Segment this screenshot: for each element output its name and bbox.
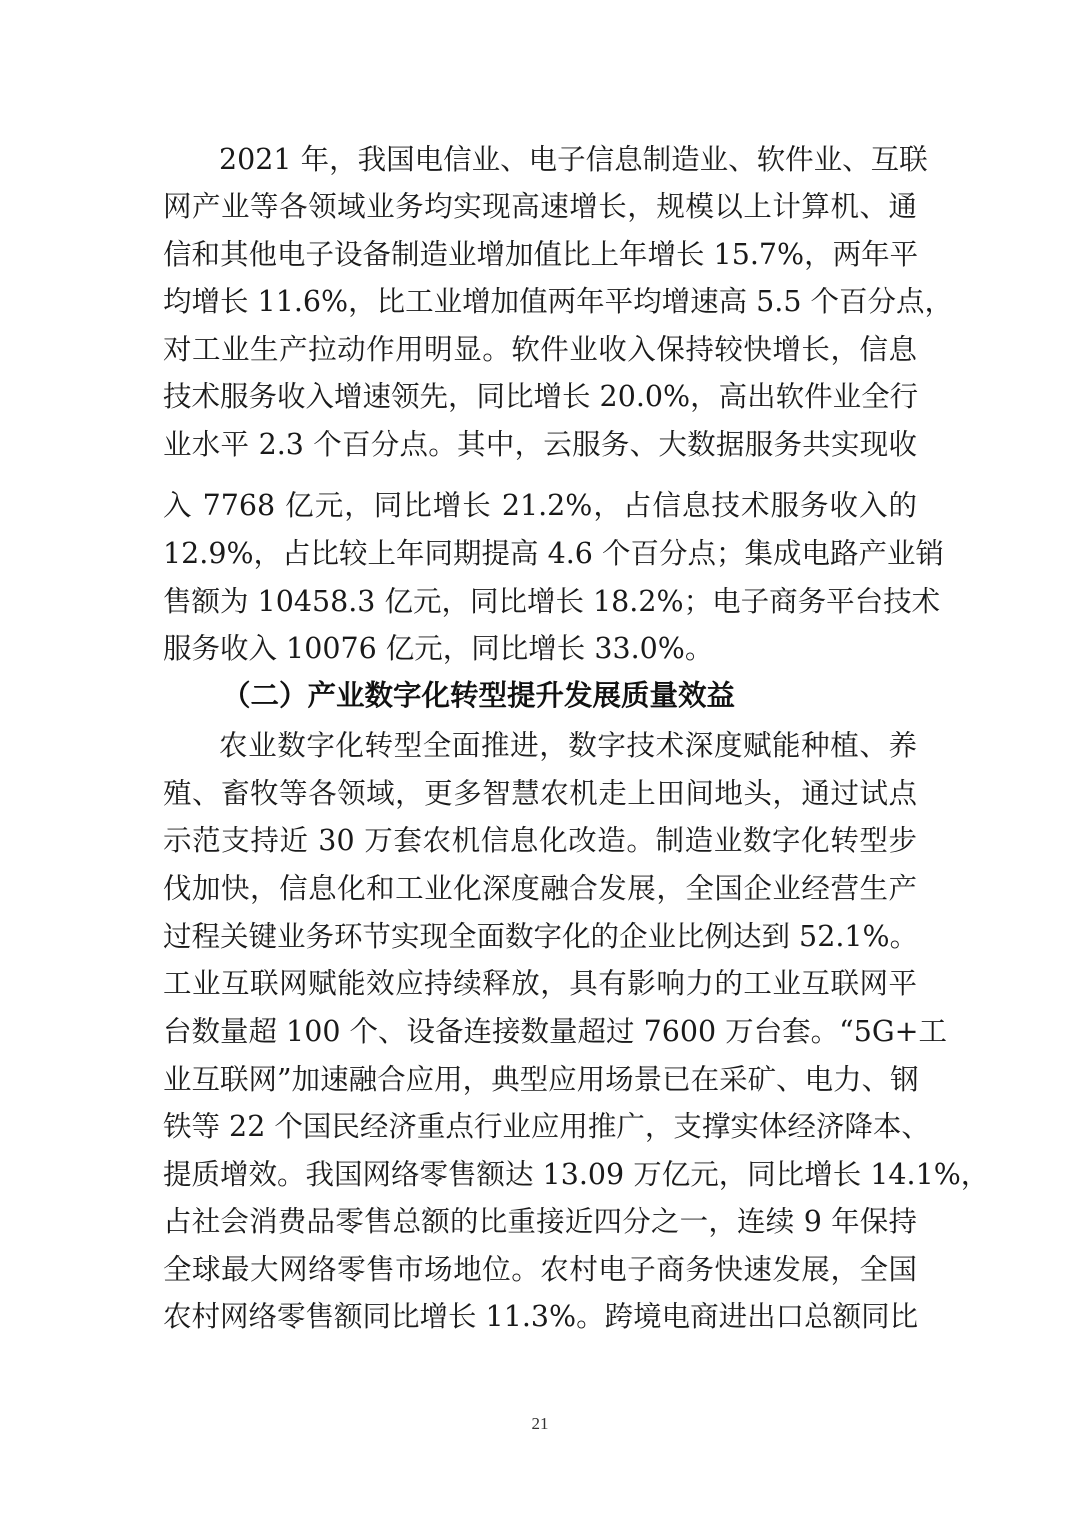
paragraph-line: 示范支持近 30 万套农机信息化改造。制造业数字化转型步: [163, 824, 917, 857]
paragraph-line: 12.9%，占比较上年同期提高 4.6 个百分点；集成电路产业销: [163, 537, 944, 570]
paragraph-line: 均增长 11.6%，比工业增加值两年平均增速高 5.5 个百分点，: [163, 285, 954, 318]
paragraph-line: 农业数字化转型全面推进，数字技术深度赋能种植、养: [219, 729, 917, 762]
paragraph-line: 伐加快，信息化和工业化深度融合发展，全国企业经营生产: [163, 872, 917, 905]
paragraph-line: 入 7768 亿元，同比增长 21.2%，占信息技术服务收入的: [163, 489, 917, 522]
paragraph-line: 全球最大网络零售市场地位。农村电子商务快速发展，全国: [163, 1253, 917, 1286]
paragraph-line: 售额为 10458.3 亿元，同比增长 18.2%；电子商务平台技术: [163, 585, 941, 618]
paragraph-line: 对工业生产拉动作用明显。软件业收入保持较快增长，信息: [163, 333, 917, 366]
section-heading: （二）产业数字化转型提升发展质量效益: [222, 679, 736, 712]
paragraph-line: 业水平 2.3 个百分点。其中，云服务、大数据服务共实现收: [163, 428, 917, 461]
paragraph-line: 提质增效。我国网络零售额达 13.09 万亿元，同比增长 14.1%，: [163, 1158, 990, 1191]
paragraph-line: 信和其他电子设备制造业增加值比上年增长 15.7%，两年平: [163, 238, 919, 271]
paragraph-line: 业互联网”加速融合应用，典型应用场景已在采矿、电力、钢: [163, 1063, 919, 1096]
paragraph-line: 2021 年，我国电信业、电子信息制造业、软件业、互联: [219, 143, 928, 176]
paragraph-line: 铁等 22 个国民经济重点行业应用推广，支撑实体经济降本、: [163, 1110, 930, 1143]
page-number: 21: [531, 1414, 549, 1433]
paragraph-line: 台数量超 100 个、设备连接数量超过 7600 万台套。“5G+工: [163, 1015, 948, 1048]
paragraph-line: 网产业等各领域业务均实现高速增长，规模以上计算机、通: [163, 190, 917, 223]
paragraph-line: 农村网络零售额同比增长 11.3%。跨境电商进出口总额同比: [163, 1300, 919, 1333]
paragraph-line: 过程关键业务环节实现全面数字化的企业比例达到 52.1%。: [163, 920, 919, 953]
paragraph-line: 服务收入 10076 亿元，同比增长 33.0%。: [163, 632, 714, 665]
paragraph-line: 工业互联网赋能效应持续释放，具有影响力的工业互联网平: [163, 967, 917, 1000]
paragraph-line: 殖、畜牧等各领域，更多智慧农机走上田间地头，通过试点: [163, 777, 917, 810]
paragraph-line: 技术服务收入增速领先，同比增长 20.0%，高出软件业全行: [163, 380, 919, 413]
paragraph-line: 占社会消费品零售总额的比重接近四分之一，连续 9 年保持: [163, 1205, 917, 1238]
